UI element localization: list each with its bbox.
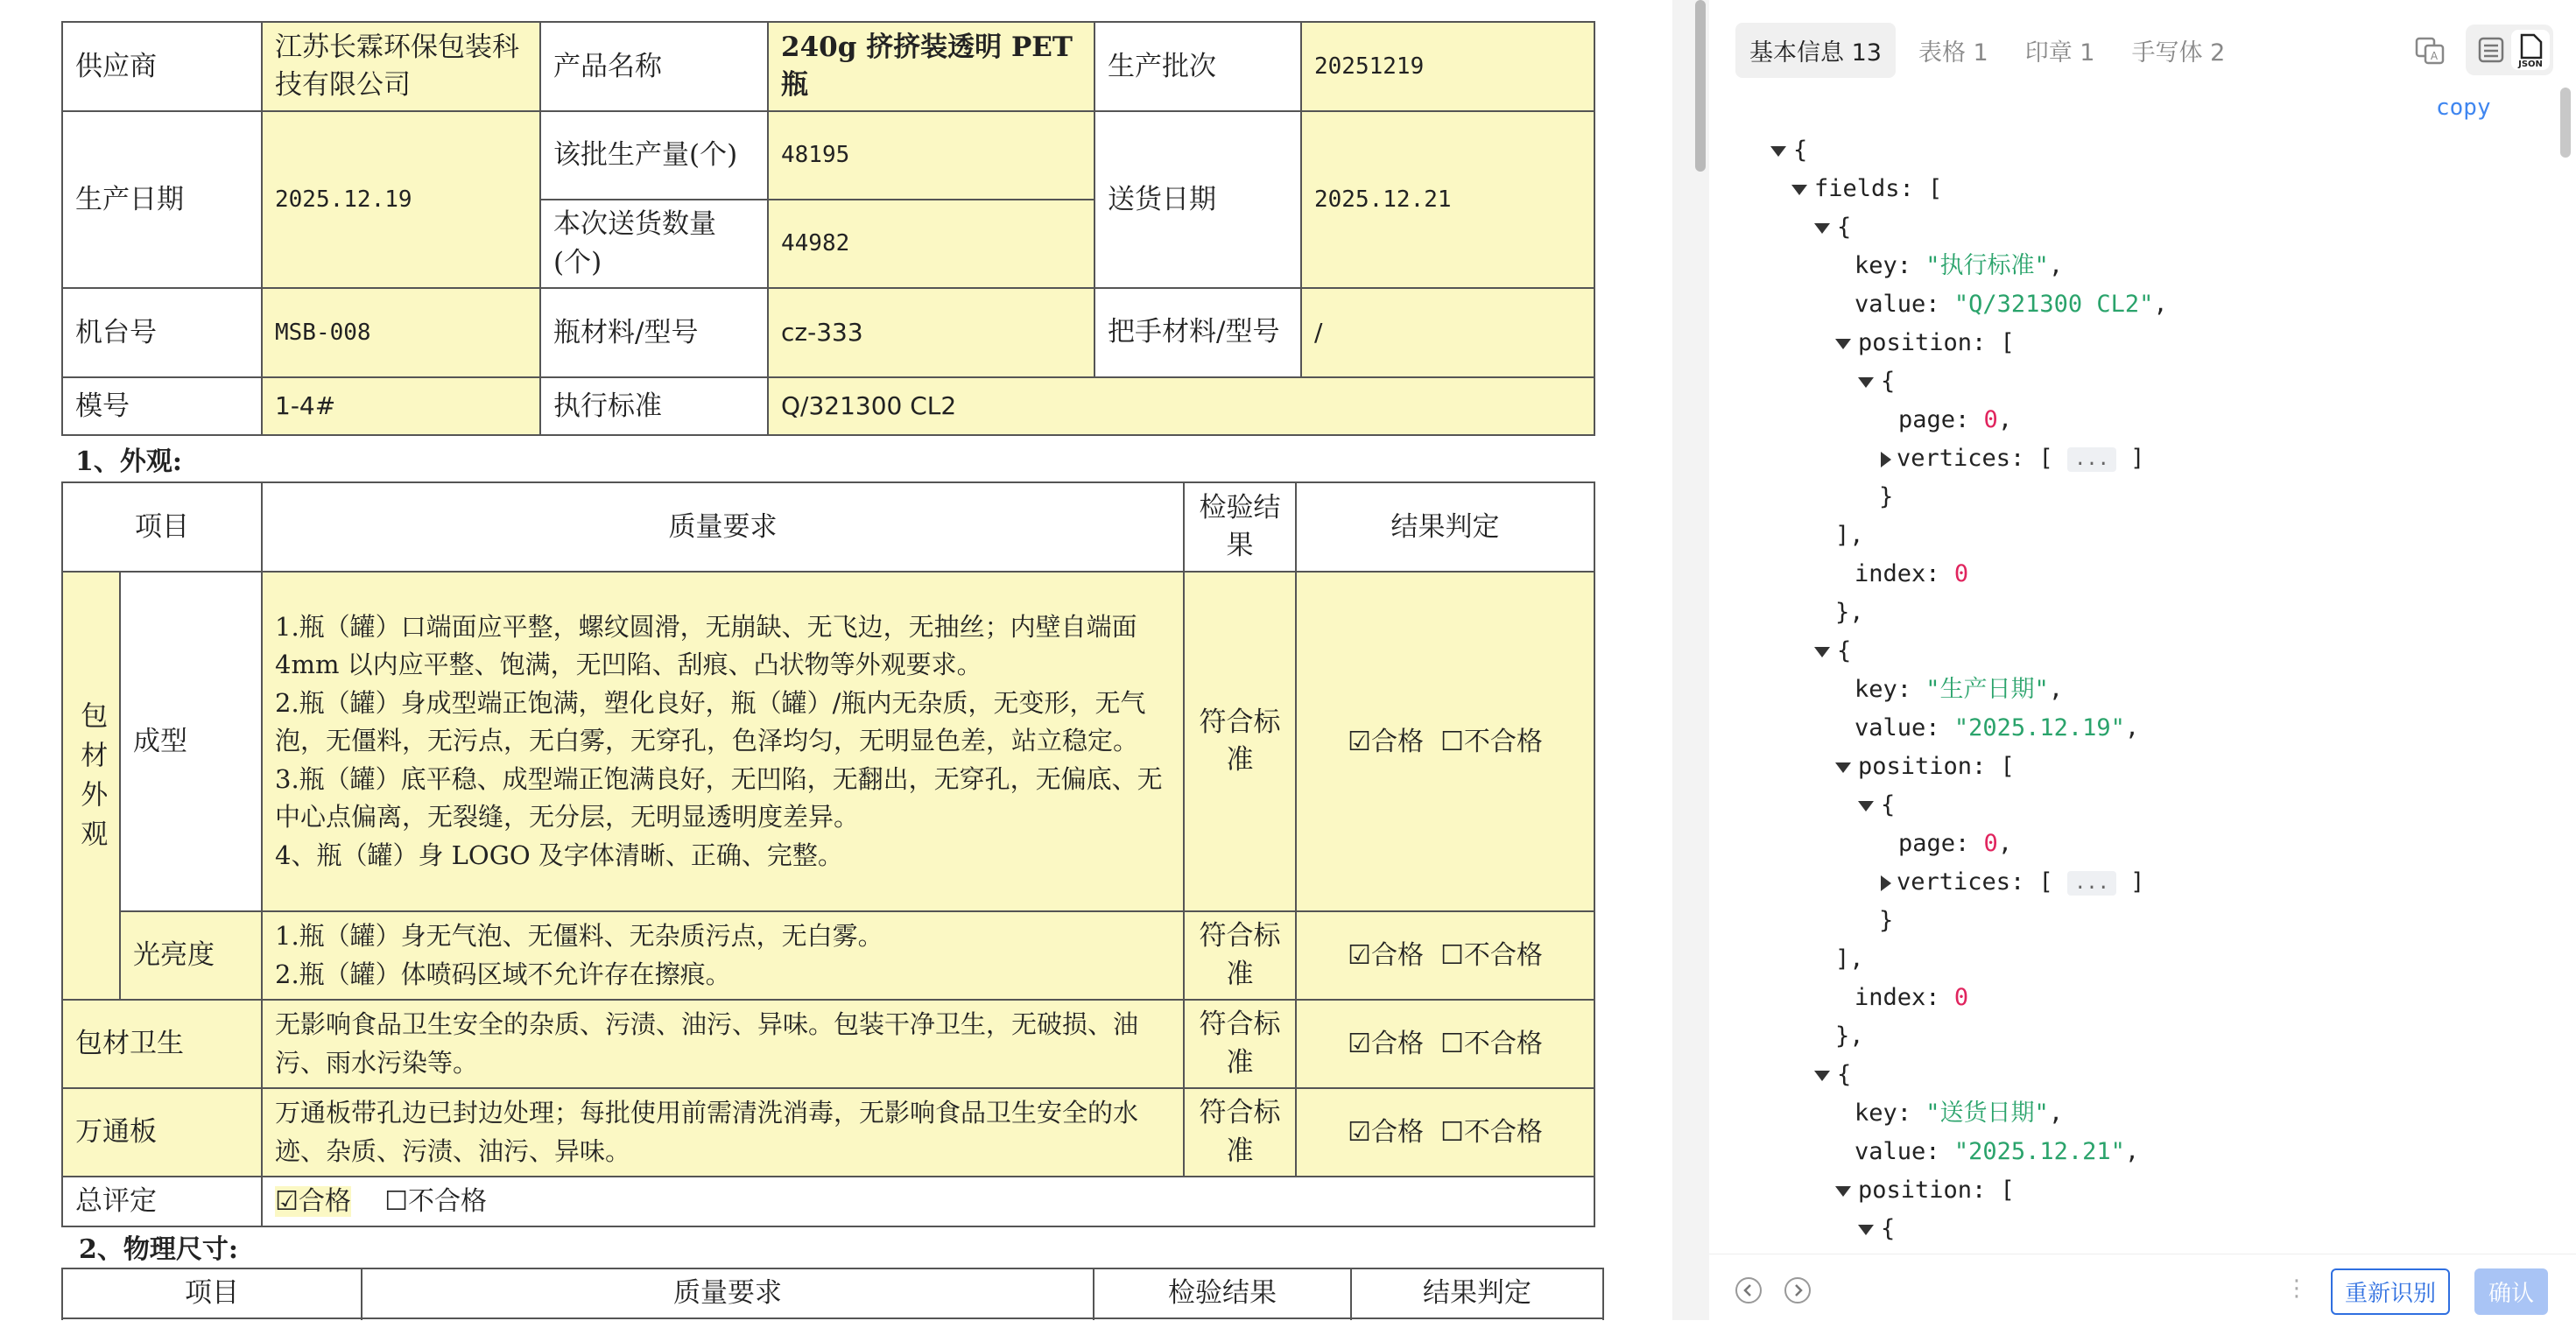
tab-basic-info[interactable]: 基本信息 13 bbox=[1735, 23, 1896, 78]
pass-checkbox[interactable]: ☑合格 bbox=[1348, 1117, 1424, 1148]
json-key-line: key: "执行标准", bbox=[1855, 252, 2064, 279]
row-result: 符合标准 bbox=[1184, 911, 1296, 1000]
json-line: }, bbox=[1835, 599, 1864, 626]
standard-value: Q/321300 CL2 bbox=[768, 377, 1594, 435]
document-scrollbar[interactable] bbox=[1672, 0, 1709, 1320]
json-line[interactable]: fields: [ bbox=[1791, 170, 1942, 208]
json-key-value: "执行标准" bbox=[1925, 252, 2049, 279]
json-value-value: "2025.12.19" bbox=[1953, 714, 2125, 741]
phys-col-req: 质量要求 bbox=[362, 1268, 1094, 1318]
more-icon[interactable]: ⋮ bbox=[2285, 1275, 2308, 1302]
json-index-line: index: 0 bbox=[1855, 984, 1969, 1011]
expand-arrow-icon[interactable] bbox=[1881, 875, 1891, 891]
json-line[interactable]: { bbox=[1814, 632, 1851, 671]
fail-checkbox[interactable]: ☐不合格 bbox=[1440, 1117, 1543, 1148]
fail-checkbox[interactable]: ☐不合格 bbox=[1440, 940, 1543, 971]
list-view-icon[interactable] bbox=[2473, 32, 2509, 68]
prev-circle-icon[interactable] bbox=[1735, 1277, 1762, 1303]
view-toggle bbox=[2466, 25, 2553, 75]
product-value: 240g 挤挤装透明 PET瓶 bbox=[768, 22, 1094, 111]
pass-checkbox[interactable]: ☑合格 bbox=[1348, 940, 1424, 971]
phys-col-item: 项目 bbox=[62, 1268, 362, 1318]
row-judge bbox=[1296, 572, 1594, 911]
json-line[interactable]: position: [ bbox=[1835, 324, 2015, 362]
json-line[interactable]: vertices: [ ... ] bbox=[1881, 439, 2144, 478]
json-value-line: value: "2025.12.21", bbox=[1855, 1138, 2140, 1165]
json-line[interactable]: { bbox=[1858, 1210, 1895, 1248]
handle-value: / bbox=[1301, 288, 1594, 377]
json-line[interactable]: { bbox=[1814, 208, 1851, 247]
overall-item: 总评定 bbox=[62, 1177, 262, 1226]
overall-judge bbox=[262, 1177, 1594, 1226]
confirm-button[interactable]: 确认 bbox=[2474, 1268, 2548, 1315]
batch-value: 20251219 bbox=[1301, 22, 1594, 111]
row-req: 1.瓶（罐）身无气泡、无僵料、无杂质污点，无白雾。 2.瓶（罐）体喷码区域不允许存在擦痕。 bbox=[262, 911, 1184, 1000]
json-line[interactable]: position: [ bbox=[1835, 1171, 2015, 1210]
deliverqty-label: 本次送货数量(个) bbox=[540, 200, 768, 288]
appearance-table bbox=[61, 481, 1595, 1227]
section1-title: 1、外观: bbox=[75, 446, 182, 477]
collapse-arrow-icon[interactable] bbox=[1858, 801, 1874, 812]
board-item: 万通板 bbox=[62, 1088, 262, 1177]
json-line: ], bbox=[1835, 522, 1864, 549]
json-line: }, bbox=[1835, 1022, 1864, 1050]
pass-checkbox[interactable]: ☑合格 bbox=[1348, 726, 1424, 757]
json-line[interactable]: { bbox=[1814, 1056, 1851, 1094]
group-label bbox=[62, 572, 120, 1000]
batchqty-value: 48195 bbox=[768, 111, 1094, 200]
row-item: 光亮度 bbox=[120, 911, 262, 1000]
hygiene-req: 无影响食品卫生安全的杂质、污渍、油污、异味。包装干净卫生，无破损、油污、雨水污染等。 bbox=[262, 1000, 1184, 1088]
collapse-arrow-icon[interactable] bbox=[1858, 377, 1874, 388]
col-judge: 结果判定 bbox=[1296, 482, 1594, 572]
json-key-value: "生产日期" bbox=[1925, 676, 2049, 703]
json-value-value: "Q/321300 CL2" bbox=[1953, 291, 2154, 318]
collapse-arrow-icon[interactable] bbox=[1835, 339, 1851, 349]
batch-label: 生产批次 bbox=[1094, 22, 1301, 111]
machine-label: 机台号 bbox=[62, 288, 262, 377]
row-req: 1.瓶（罐）口端面应平整，螺纹圆滑，无崩缺、无飞边，无抽丝；内壁自端面 4mm 以内应平整、饱满，无凹陷、刮痕、凸状物等外观要求。 2.瓶（罐）身成型端正饱满，塑化良好，瓶（罐）/瓶内无杂质，无变形，无气泡，无僵料，无污点，无白雾，无穿孔，色泽均匀，无明显色差，站立稳定。 3.瓶（罐）底平稳、成型端正饱满良好，无凹陷，无翻出，无穿孔，无偏底、无中心点偏离，无裂缝，无分层，无明显透明度差异。 4、瓶（罐）身 LOGO 及字体清晰、正确、完整。 bbox=[262, 572, 1184, 911]
collapse-arrow-icon[interactable] bbox=[1835, 1186, 1851, 1197]
hygiene-item: 包材卫生 bbox=[62, 1000, 262, 1088]
proddate-label: 生产日期 bbox=[62, 111, 262, 288]
row-result: 符合标准 bbox=[1184, 572, 1296, 911]
collapse-arrow-icon[interactable] bbox=[1858, 1225, 1874, 1235]
standard-label: 执行标准 bbox=[540, 377, 768, 435]
row-item: 成型 bbox=[120, 572, 262, 911]
proddate-value: 2025.12.19 bbox=[262, 111, 540, 288]
collapse-arrow-icon[interactable] bbox=[1814, 1071, 1830, 1081]
json-page-line: page: 0, bbox=[1898, 830, 2013, 857]
reidentify-button[interactable]: 重新识别 bbox=[2331, 1268, 2450, 1315]
json-key-line: key: "生产日期", bbox=[1855, 676, 2064, 703]
group-label-text: 包材外观 bbox=[75, 700, 108, 859]
json-line[interactable]: position: [ bbox=[1835, 748, 2015, 786]
json-line[interactable]: { bbox=[1770, 131, 1807, 170]
svg-text:JSON: JSON bbox=[2518, 60, 2543, 69]
ellipsis-badge[interactable]: ... bbox=[2067, 871, 2116, 896]
bottle-label: 瓶材料/型号 bbox=[540, 288, 768, 377]
fail-checkbox[interactable]: ☐不合格 bbox=[1440, 1029, 1543, 1059]
deliverdate-value: 2025.12.21 bbox=[1301, 111, 1594, 288]
tab-table[interactable]: 表格 1 bbox=[1918, 39, 1988, 67]
result-tabs bbox=[1735, 23, 2239, 77]
pass-checkbox[interactable]: ☑合格 bbox=[275, 1185, 351, 1217]
col-result: 检验结果 bbox=[1184, 482, 1296, 572]
phys-col-result: 检验结果 bbox=[1094, 1268, 1351, 1318]
result-panel bbox=[1709, 0, 2576, 1320]
hygiene-judge bbox=[1296, 1000, 1594, 1088]
pass-checkbox[interactable]: ☑合格 bbox=[1348, 1029, 1424, 1059]
collapse-arrow-icon[interactable] bbox=[1814, 647, 1830, 657]
document-scroll-thumb[interactable] bbox=[1695, 0, 1706, 172]
board-req: 万通板带孔边已封边处理；每批使用前需清洗消毒，无影响食品卫生安全的水迹、杂质、污渍、油污、异味。 bbox=[262, 1088, 1184, 1177]
deliverdate-label: 送货日期 bbox=[1094, 111, 1301, 288]
json-index-line: index: 0 bbox=[1855, 560, 1969, 587]
json-line: ], bbox=[1835, 945, 1864, 973]
fail-checkbox[interactable]: ☐不合格 bbox=[1440, 726, 1543, 757]
handle-label: 把手材料/型号 bbox=[1094, 288, 1301, 377]
collapse-arrow-icon[interactable] bbox=[1835, 762, 1851, 773]
board-result: 符合标准 bbox=[1184, 1088, 1296, 1177]
board-judge bbox=[1296, 1088, 1594, 1177]
tab-handwriting[interactable]: 手写体 2 bbox=[2131, 39, 2226, 67]
json-line[interactable]: { bbox=[1858, 786, 1895, 825]
fail-checkbox[interactable]: ☐不合格 bbox=[384, 1185, 487, 1217]
json-page-line: page: 0, bbox=[1898, 406, 2013, 433]
batchqty-label: 该批生产量(个) bbox=[540, 111, 768, 200]
json-line[interactable]: vertices: [ ... ] bbox=[1881, 863, 2144, 902]
section2-title: 2、物理尺寸: bbox=[79, 1234, 238, 1265]
json-line: } bbox=[1879, 483, 1894, 510]
collapse-arrow-icon[interactable] bbox=[1770, 146, 1786, 157]
collapse-arrow-icon[interactable] bbox=[1814, 223, 1830, 234]
phys-col-judge: 结果判定 bbox=[1351, 1268, 1603, 1318]
translate-icon[interactable] bbox=[2411, 32, 2448, 68]
bottle-value: cz-333 bbox=[768, 288, 1094, 377]
result-scroll-thumb[interactable] bbox=[2560, 88, 2571, 158]
deliverqty-value: 44982 bbox=[768, 200, 1094, 288]
tab-seal[interactable]: 印章 1 bbox=[2024, 39, 2095, 67]
physical-table bbox=[61, 1268, 1604, 1320]
json-line: } bbox=[1879, 907, 1894, 934]
mold-label: 模号 bbox=[62, 377, 262, 435]
supplier-value: 江苏长霖环保包装科技有限公司 bbox=[262, 22, 540, 111]
svg-text:A: A bbox=[2430, 50, 2439, 62]
row-judge bbox=[1296, 911, 1594, 1000]
supplier-label: 供应商 bbox=[62, 22, 262, 111]
json-line[interactable]: { bbox=[1858, 362, 1895, 401]
info-table bbox=[61, 21, 1595, 436]
json-value-line: value: "Q/321300 CL2", bbox=[1855, 291, 2168, 318]
json-value-line: value: "2025.12.19", bbox=[1855, 714, 2140, 741]
result-footer bbox=[1709, 1254, 2576, 1321]
collapse-arrow-icon[interactable] bbox=[1791, 185, 1807, 195]
json-key-value: "送货日期" bbox=[1925, 1100, 2049, 1127]
machine-value: MSB-008 bbox=[262, 288, 540, 377]
copy-link[interactable]: copy bbox=[2436, 95, 2491, 121]
mold-value: 1-4# bbox=[262, 377, 540, 435]
expand-arrow-icon[interactable] bbox=[1881, 452, 1891, 467]
json-view-icon[interactable] bbox=[2511, 30, 2550, 70]
col-item: 项目 bbox=[62, 482, 262, 572]
next-circle-icon[interactable] bbox=[1784, 1277, 1811, 1303]
product-label: 产品名称 bbox=[540, 22, 768, 111]
hygiene-result: 符合标准 bbox=[1184, 1000, 1296, 1088]
ellipsis-badge[interactable]: ... bbox=[2067, 447, 2116, 472]
json-value-value: "2025.12.21" bbox=[1953, 1138, 2125, 1165]
col-req: 质量要求 bbox=[262, 482, 1184, 572]
json-key-line: key: "送货日期", bbox=[1855, 1100, 2064, 1127]
